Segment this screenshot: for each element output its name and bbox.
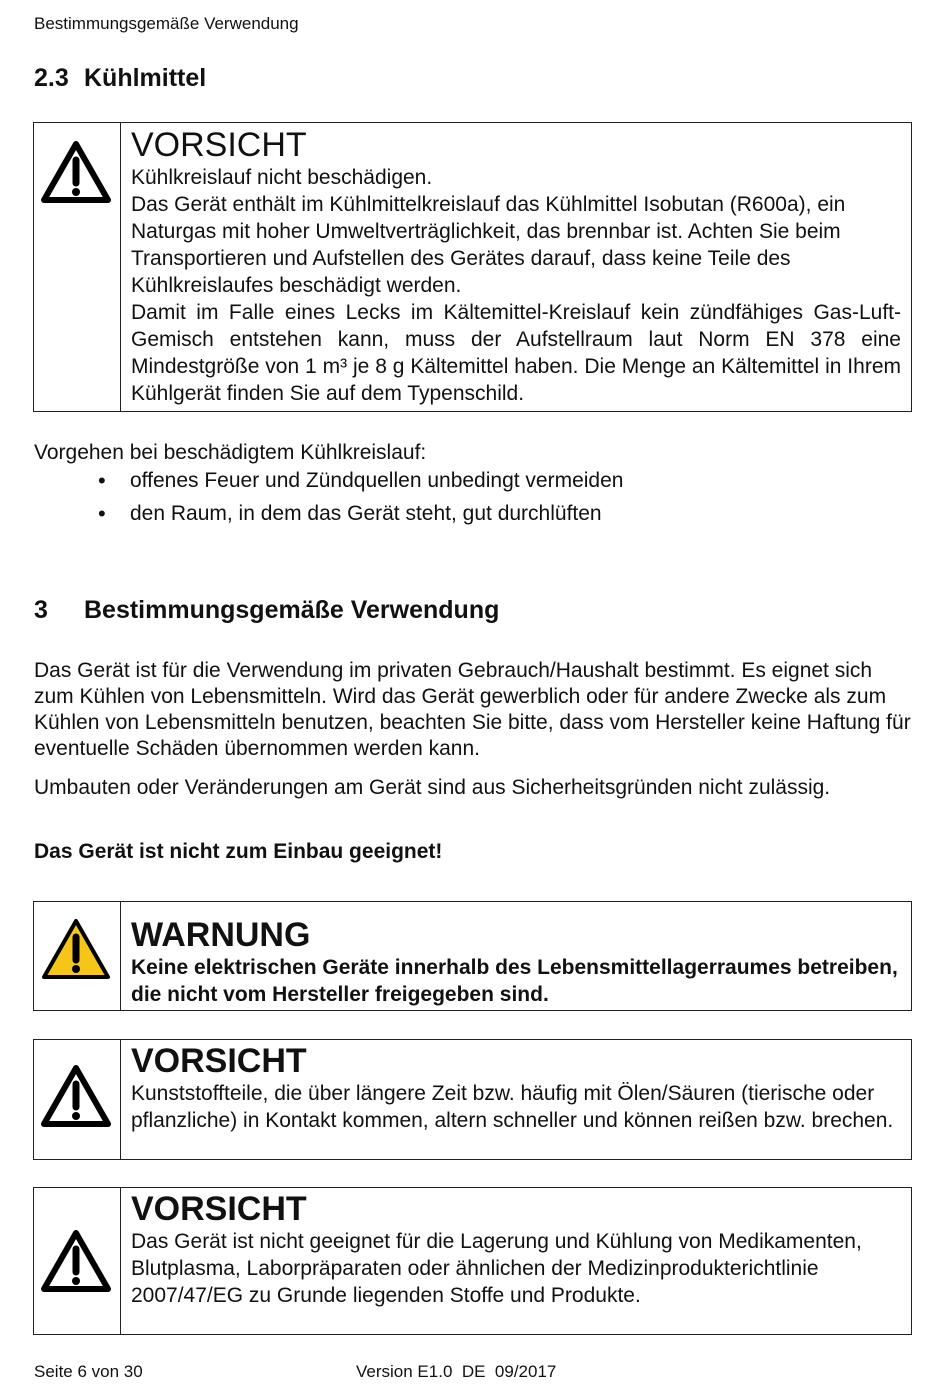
caution-text: Kunststoffteile, die über längere Zeit bzw. häufig mit Ölen/Säuren (tierische oder pflanzliche) in Kontakt kommen, altern schneller und können reißen bzw. brechen. — [131, 1082, 894, 1132]
paragraph-modifications: Umbauten oder Veränderungen am Gerät sind aus Sicherheitsgründen nicht zulässig. — [34, 776, 831, 799]
running-header: Bestimmungsgemäße Verwendung — [34, 14, 299, 33]
warning-triangle-yellow-icon — [41, 918, 111, 980]
warning-text: Keine elektrischen Geräte innerhalb des Lebensmittellagerraumes betreiben, die nicht vom Hersteller freigegeben sind. — [131, 956, 898, 1006]
footer-page-number: Seite 6 von 30 — [34, 1362, 143, 1381]
caution-line-3: Damit im Falle eines Lecks im Kältemittel-Kreislauf kein zündfähiges Gas-Luft-Gemisch entstehen kann, muss der Aufstellraum laut Norm EN 378 eine Mindestgröße von 1 m³ je 8 g Kältemittel haben. Die Menge an Kältemittel in Ihrem Kühlgerät finden Sie auf dem Typenschild. — [131, 301, 901, 405]
icon-cell — [34, 902, 121, 1010]
warning-triangle-icon — [41, 1230, 111, 1292]
section-heading-3 — [34, 596, 499, 625]
section-number: 2.3 — [34, 64, 69, 92]
icon-cell — [34, 123, 121, 411]
bold-notice: Das Gerät ist nicht zum Einbau geeignet! — [34, 840, 443, 863]
signal-word: VORSICHT — [131, 126, 307, 164]
procedure-list — [98, 467, 623, 533]
section-title: Kühlmittel — [84, 64, 207, 92]
procedure-intro: Vorgehen bei beschädigtem Kühlkreislauf: — [34, 441, 427, 464]
caution-box-plastics — [33, 1039, 912, 1160]
caution-box-medical — [33, 1187, 912, 1335]
signal-word: VORSICHT — [131, 1190, 307, 1228]
footer-version: Version E1.0 DE 09/2017 — [356, 1362, 557, 1381]
caution-line-1: Kühlkreislauf nicht beschädigen. — [131, 166, 433, 189]
warning-box-electrical — [33, 901, 912, 1011]
bullet-glyph: • — [98, 468, 106, 493]
signal-word: VORSICHT — [131, 1042, 307, 1080]
section-heading-2-3 — [34, 64, 206, 93]
signal-word: WARNUNG — [131, 916, 311, 954]
icon-cell — [34, 1040, 121, 1159]
bullet-glyph: • — [98, 501, 106, 526]
caution-text: Das Gerät ist nicht geeignet für die Lagerung und Kühlung von Medikamenten, Blutplasma, Laborpräparaten oder ähnlichen der Medizinprodukterichtlinie 2007/47/EG zu Grunde liegenden Stoffe und Produkte. — [131, 1230, 862, 1307]
section-number: 3 — [34, 596, 48, 624]
warning-triangle-icon — [41, 1065, 111, 1127]
list-item: • den Raum, in dem das Gerät steht, gut durchlüften — [98, 501, 602, 526]
icon-cell — [34, 1188, 121, 1334]
paragraph-usage: Das Gerät ist für die Verwendung im privaten Gebrauch/Haushalt bestimmt. Es eignet sich zum Kühlen von Lebensmitteln. Wird das Gerät gewerblich oder für andere Zwecke als zum Kühlen von Lebensmitteln benutzen, beachten Sie bitte, dass vom Hersteller keine Haftung für eventuelle Schäden übernommen werden kann. — [34, 659, 911, 760]
caution-line-2: Das Gerät enthält im Kühlmittelkreislauf das Kühlmittel Isobutan (R600a), ein Naturgas mit hoher Umweltverträglichkeit, das brennbar ist. Achten Sie beim Transportieren und Aufstellen des Gerätes darauf, dass keine Teile des Kühlkreislaufes beschädigt werden. — [131, 193, 846, 297]
caution-box-refrigerant — [33, 122, 912, 412]
list-item: • offenes Feuer und Zündquellen unbedingt vermeiden — [98, 468, 624, 493]
warning-triangle-icon — [41, 141, 111, 203]
section-title: Bestimmungsgemäße Verwendung — [84, 596, 500, 624]
